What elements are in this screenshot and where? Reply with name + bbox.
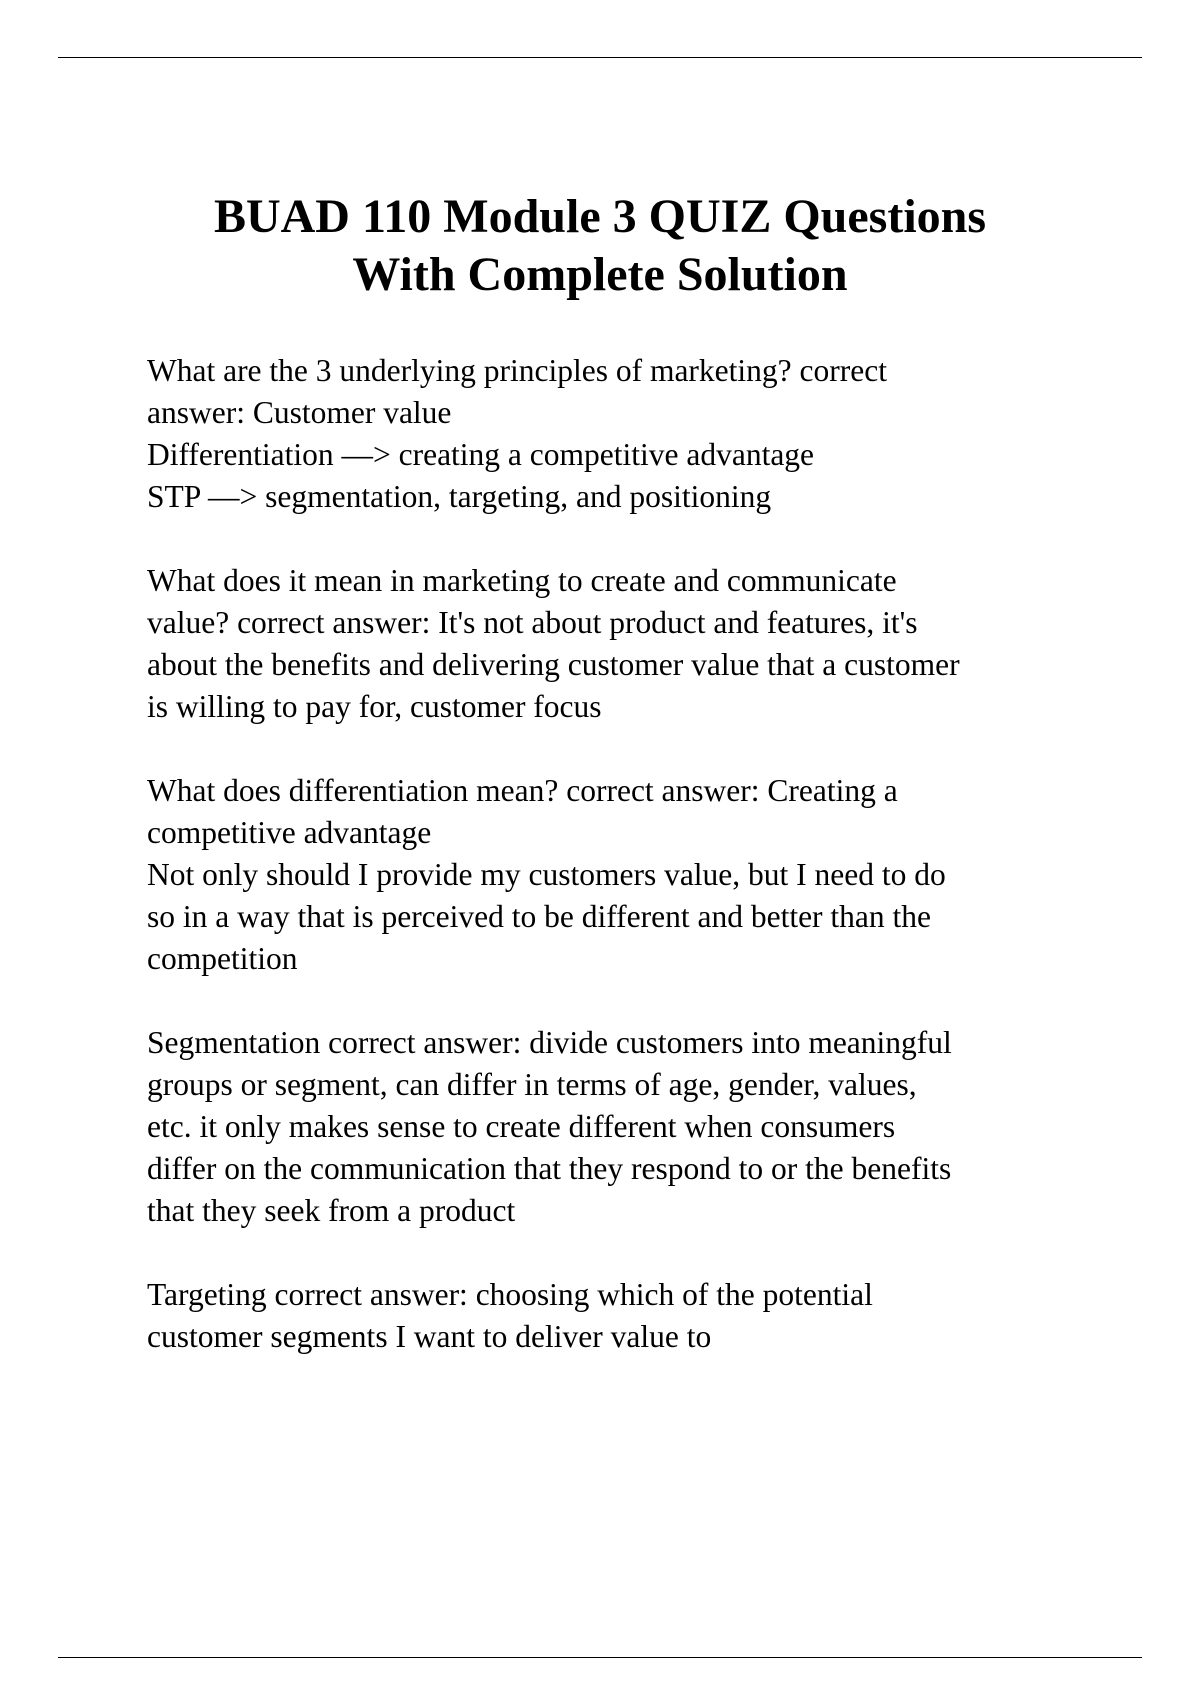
footer-rule xyxy=(58,1657,1142,1658)
qa-text-line: Targeting correct answer: choosing which of the potential xyxy=(147,1277,873,1312)
qa-text-line: STP —> segmentation, targeting, and positioning xyxy=(147,479,772,514)
qa-item-segmentation xyxy=(147,1022,1097,1232)
qa-text-line: so in a way that is perceived to be different and better than the xyxy=(147,899,932,934)
qa-text-line: Segmentation correct answer: divide customers into meaningful xyxy=(147,1025,952,1060)
header-rule xyxy=(58,57,1142,58)
document-body xyxy=(147,350,1097,1400)
qa-text-line: is willing to pay for, customer focus xyxy=(147,689,602,724)
qa-item-principles xyxy=(147,350,1097,518)
qa-text-line: competition xyxy=(147,941,298,976)
title-line-2: With Complete Solution xyxy=(352,248,848,301)
qa-text-line: What does differentiation mean? correct answer: Creating a xyxy=(147,773,898,808)
qa-item-create-value xyxy=(147,560,1097,728)
title-line-1: BUAD 110 Module 3 QUIZ Questions xyxy=(213,190,987,243)
qa-text-line: differ on the communication that they respond to or the benefits xyxy=(147,1151,952,1186)
qa-text-line: competitive advantage xyxy=(147,815,432,850)
qa-text-line: customer segments I want to deliver value to xyxy=(147,1319,712,1354)
qa-text-line: Not only should I provide my customers value, but I need to do xyxy=(147,857,946,892)
qa-text-line: answer: Customer value xyxy=(147,395,452,430)
qa-text-line: What are the 3 underlying principles of marketing? correct xyxy=(147,353,887,388)
document-title xyxy=(0,188,1200,304)
qa-text-line: about the benefits and delivering customer value that a customer xyxy=(147,647,960,682)
qa-text-line: groups or segment, can differ in terms of age, gender, values, xyxy=(147,1067,917,1102)
qa-item-differentiation xyxy=(147,770,1097,980)
qa-text-line: What does it mean in marketing to create and communicate xyxy=(147,563,897,598)
qa-text-line: Differentiation —> creating a competitive advantage xyxy=(147,437,815,472)
qa-text-line: etc. it only makes sense to create different when consumers xyxy=(147,1109,896,1144)
qa-text-line: that they seek from a product xyxy=(147,1193,516,1228)
qa-text-line: value? correct answer: It's not about product and features, it's xyxy=(147,605,918,640)
qa-item-targeting xyxy=(147,1274,1097,1358)
